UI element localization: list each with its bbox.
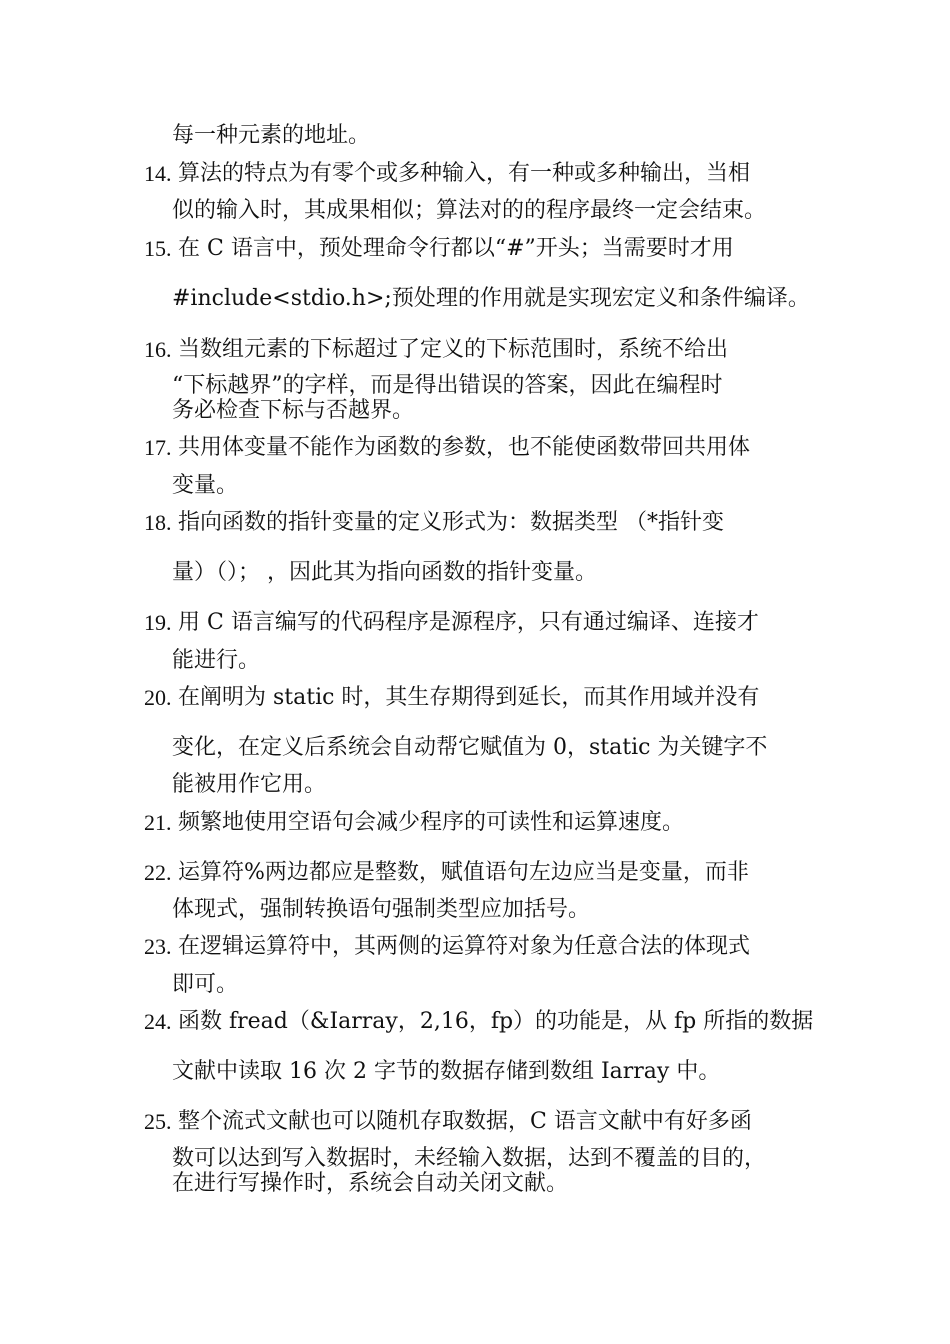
paragraph-17-line-2: 变量。	[172, 473, 239, 498]
paragraph-20-line-2: 变化，在定义后系统会自动帮它赋值为 0，static 为关键字不	[172, 735, 768, 760]
item-number-16: 16.	[144, 337, 172, 362]
paragraph-20-line-3: 能被用作它用。	[172, 772, 327, 797]
paragraph-16-line-3: 务必检查下标与否越界。	[172, 398, 415, 423]
item-number-22: 22.	[144, 860, 172, 885]
paragraph-22-line-2: 体现式，强制转换语句强制类型应加括号。	[172, 897, 591, 922]
item-number-14: 14.	[144, 161, 172, 186]
paragraph-21-line-1: 频繁地使用空语句会减少程序的可读性和运算速度。	[178, 810, 685, 835]
item-number-21: 21.	[144, 810, 172, 835]
item-number-20: 20.	[144, 685, 172, 710]
paragraph-24-line-1: 函数 fread（&Iarray，2,16，fp）的功能是，从 fp 所指的数据	[178, 1009, 814, 1034]
paragraph-16-line-2: “下标越界”的字样，而是得出错误的答案，因此在编程时	[172, 373, 723, 398]
paragraph-15-line-1: 在 C 语言中，预处理命令行都以“#”开头；当需要时才用	[178, 236, 734, 261]
paragraph-25-line-1: 整个流式文献也可以随机存取数据，C 语言文献中有好多函	[178, 1109, 752, 1134]
paragraph-25-line-2: 数可以达到写入数据时，未经输入数据，达到不覆盖的目的，	[172, 1146, 767, 1171]
paragraph-17-line-1: 共用体变量不能作为函数的参数，也不能使函数带回共用体	[178, 435, 751, 460]
paragraph-23-line-1: 在逻辑运算符中，其两侧的运算符对象为任意合法的体现式	[178, 934, 751, 959]
item-number-15: 15.	[144, 236, 172, 261]
paragraph-23-line-2: 即可。	[172, 972, 239, 997]
paragraph-16-line-1: 当数组元素的下标超过了定义的下标范围时，系统不给出	[178, 337, 729, 362]
paragraph-13-line-2: 每一种元素的地址。	[172, 123, 371, 148]
paragraph-18-line-1: 指向函数的指针变量的定义形式为：数据类型 （*指针变	[178, 510, 724, 535]
paragraph-25-line-3: 在进行写操作时，系统会自动关闭文献。	[172, 1171, 569, 1196]
paragraph-14-line-2: 似的输入时，其成果相似；算法对的的程序最终一定会结束。	[172, 198, 767, 223]
paragraph-22-line-1: 运算符%两边都应是整数，赋值语句左边应当是变量，而非	[178, 860, 749, 885]
paragraph-24-line-2: 文献中读取 16 次 2 字节的数据存储到数组 Iarray 中。	[172, 1059, 721, 1084]
item-number-25: 25.	[144, 1109, 172, 1134]
paragraph-14-line-1: 算法的特点为有零个或多种输入，有一种或多种输出，当相	[178, 161, 751, 186]
paragraph-19-line-2: 能进行。	[172, 648, 261, 673]
item-number-17: 17.	[144, 435, 172, 460]
paragraph-18-line-2: 量）（）； ，因此其为指向函数的指针变量。	[172, 560, 597, 585]
item-number-18: 18.	[144, 510, 172, 535]
paragraph-19-line-1: 用 C 语言编写的代码程序是源程序，只有通过编译、连接才	[178, 610, 759, 635]
item-number-23: 23.	[144, 934, 172, 959]
item-number-19: 19.	[144, 610, 172, 635]
paragraph-15-line-2: #include<stdio.h>;预处理的作用就是实现宏定义和条件编译。	[172, 286, 810, 311]
paragraph-20-line-1: 在阐明为 static 时，其生存期得到延长，而其作用域并没有	[178, 685, 760, 710]
item-number-24: 24.	[144, 1009, 172, 1034]
